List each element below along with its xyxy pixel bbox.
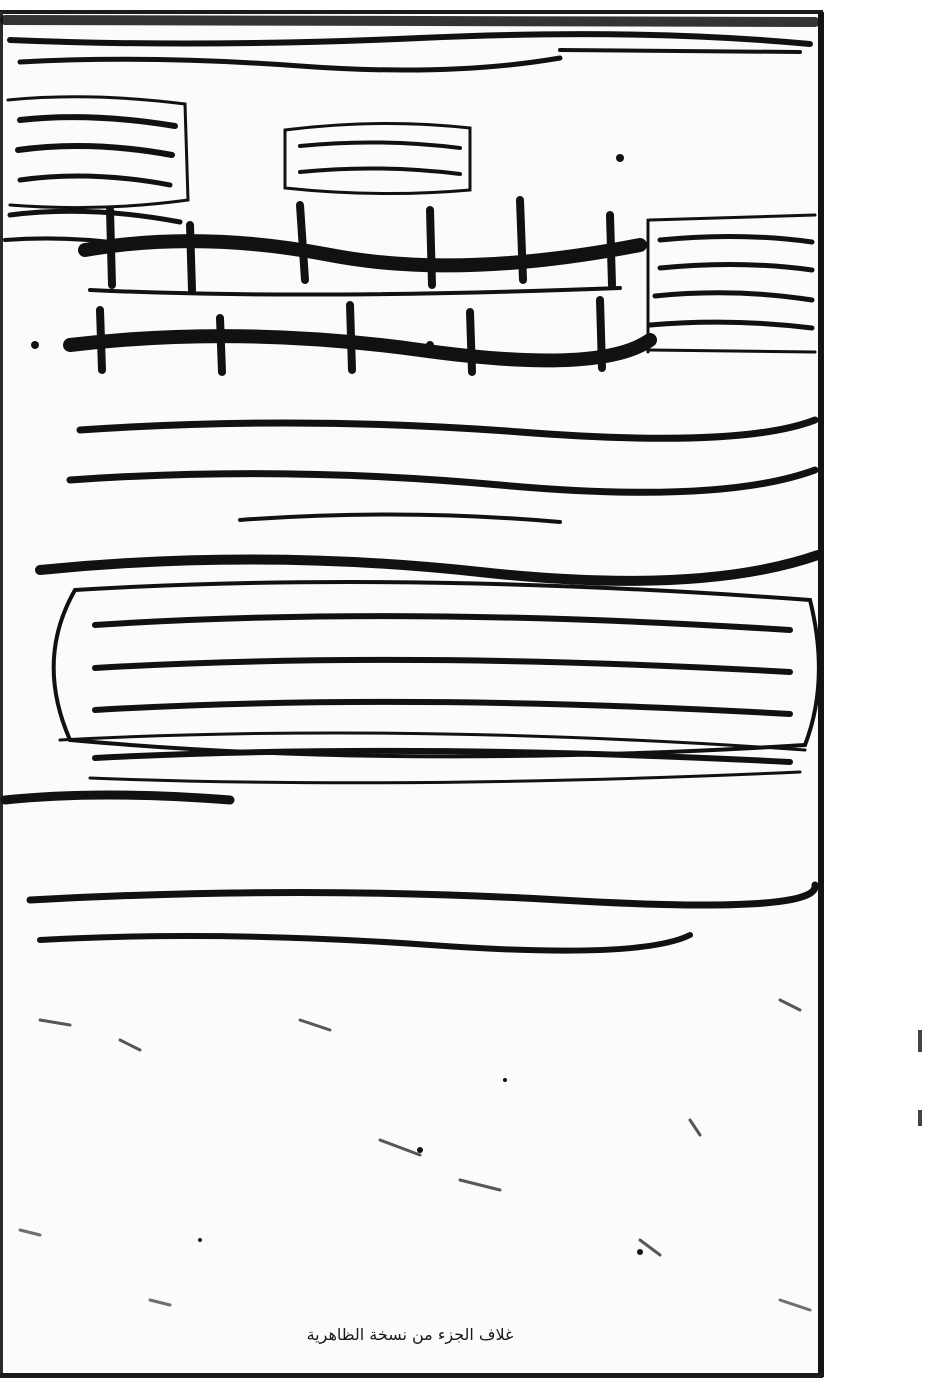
scan-speck [918, 1110, 922, 1126]
page-caption: غلاف الجزء من نسخة الظاهرية [306, 1325, 514, 1344]
scan-speck [918, 1030, 922, 1052]
